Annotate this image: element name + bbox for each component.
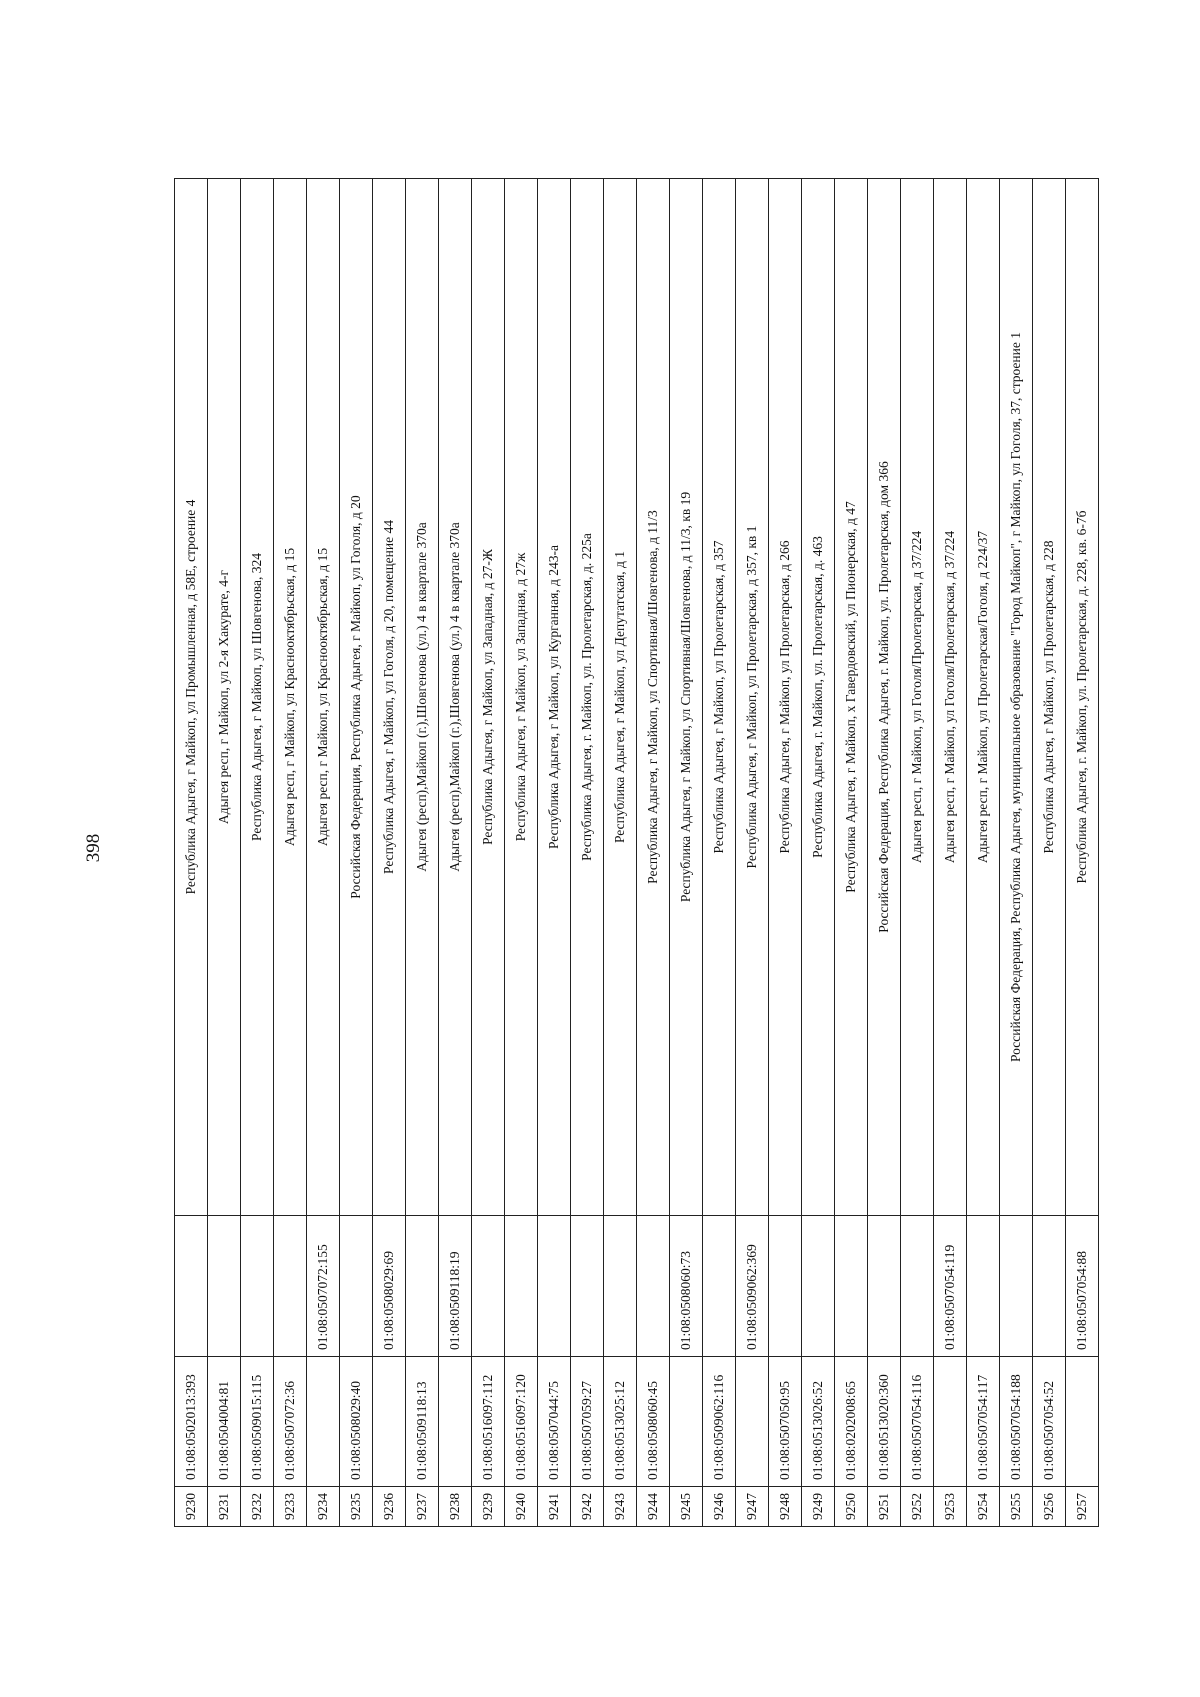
table-row	[736, 179, 769, 1527]
land-cadastral-number-cell: 01:08:0507050:95	[769, 1357, 802, 1487]
address-cell: Республика Адыгея, г Майкоп, ул Пролетарская, д 228	[1033, 179, 1066, 1216]
table-row	[670, 179, 703, 1527]
land-cadastral-number-cell: 01:08:0509015:115	[241, 1357, 274, 1487]
object-cadastral-number-cell	[604, 1216, 637, 1357]
land-cadastral-number-cell: 01:08:0508029:40	[340, 1357, 373, 1487]
address-cell: Республика Адыгея, г Майкоп, ул Западная, д 27ж	[505, 179, 538, 1216]
land-cadastral-number-cell	[373, 1357, 406, 1487]
table-row	[901, 179, 934, 1527]
land-cadastral-number-cell: 01:08:0507054:117	[967, 1357, 1000, 1487]
address-cell: Российская Федерация, Республика Адыгея, г Майкоп, ул Гоголя, д 20	[340, 179, 373, 1216]
table-row	[538, 179, 571, 1527]
table-row	[307, 179, 340, 1527]
table-row	[1033, 179, 1066, 1527]
row-number-cell: 9252	[901, 1487, 934, 1527]
address-cell: Адыгея респ, г Майкоп, ул Пролетарская/Гоголя, д 224/37	[967, 179, 1000, 1216]
land-cadastral-number-cell: 01:08:0507054:188	[1000, 1357, 1033, 1487]
address-cell: Республика Адыгея, г. Майкоп, ул. Пролетарская, д. 228, кв. 6-7б	[1066, 179, 1099, 1216]
address-cell: Республика Адыгея, г Майкоп, ул Пролетарская, д 357	[703, 179, 736, 1216]
table-row	[472, 179, 505, 1527]
address-cell: Адыгея респ, г Майкоп, ул Краснооктябрьская, д 15	[274, 179, 307, 1216]
table-row	[274, 179, 307, 1527]
table-row	[505, 179, 538, 1527]
row-number-cell: 9232	[241, 1487, 274, 1527]
table-row	[208, 179, 241, 1527]
row-number-cell: 9236	[373, 1487, 406, 1527]
table-row	[373, 179, 406, 1527]
object-cadastral-number-cell	[406, 1216, 439, 1357]
address-cell: Республика Адыгея, г. Майкоп, ул. Пролетарская, д. 225а	[571, 179, 604, 1216]
land-cadastral-number-cell: 01:08:0507059:27	[571, 1357, 604, 1487]
row-number-cell: 9244	[637, 1487, 670, 1527]
address-cell: Республика Адыгея, г Майкоп, ул Пролетарская, д 266	[769, 179, 802, 1216]
land-cadastral-number-cell: 01:08:0513026:52	[802, 1357, 835, 1487]
table-body	[175, 179, 1099, 1527]
object-cadastral-number-cell: 01:08:0507072:155	[307, 1216, 340, 1357]
table-row	[406, 179, 439, 1527]
address-cell: Адыгея респ, г Майкоп, ул Гоголя/Пролетарская, д 37/224	[934, 179, 967, 1216]
address-cell: Российская Федерация, Республика Адыгея, муниципальное образование "Город Майкоп", г Майкоп, ул Гоголя, 37, строение 1	[1000, 179, 1033, 1216]
object-cadastral-number-cell	[637, 1216, 670, 1357]
object-cadastral-number-cell: 01:08:0509118:19	[439, 1216, 472, 1357]
land-cadastral-number-cell	[439, 1357, 472, 1487]
object-cadastral-number-cell	[472, 1216, 505, 1357]
object-cadastral-number-cell	[967, 1216, 1000, 1357]
land-cadastral-number-cell: 01:08:0504004:81	[208, 1357, 241, 1487]
object-cadastral-number-cell	[538, 1216, 571, 1357]
row-number-cell: 9242	[571, 1487, 604, 1527]
object-cadastral-number-cell: 01:08:0507054:119	[934, 1216, 967, 1357]
table-row	[868, 179, 901, 1527]
land-cadastral-number-cell	[670, 1357, 703, 1487]
table-row	[637, 179, 670, 1527]
table-row	[1000, 179, 1033, 1527]
cadastral-table	[174, 178, 1099, 1527]
address-cell: Адыгея (респ),Майкоп (г.),Шовгенова (ул.) 4 в квартале 370а	[439, 179, 472, 1216]
row-number-cell: 9249	[802, 1487, 835, 1527]
object-cadastral-number-cell	[1000, 1216, 1033, 1357]
table-row	[802, 179, 835, 1527]
object-cadastral-number-cell	[1033, 1216, 1066, 1357]
row-number-cell: 9250	[835, 1487, 868, 1527]
address-cell: Адыгея респ, г Майкоп, ул Гоголя/Пролетарская, д 37/224	[901, 179, 934, 1216]
row-number-cell: 9238	[439, 1487, 472, 1527]
rotated-table-wrapper	[174, 179, 1099, 1527]
address-cell: Республика Адыгея, г Майкоп, ул Гоголя, д 20, помещение 44	[373, 179, 406, 1216]
object-cadastral-number-cell	[571, 1216, 604, 1357]
table-row	[571, 179, 604, 1527]
object-cadastral-number-cell	[241, 1216, 274, 1357]
address-cell: Республика Адыгея, г. Майкоп, ул. Пролетарская, д. 463	[802, 179, 835, 1216]
land-cadastral-number-cell: 01:08:0507072:36	[274, 1357, 307, 1487]
land-cadastral-number-cell: 01:08:0507054:116	[901, 1357, 934, 1487]
row-number-cell: 9233	[274, 1487, 307, 1527]
address-cell: Республика Адыгея, г Майкоп, ул Спортивная/Шовгенова, д 11/3, кв 19	[670, 179, 703, 1216]
land-cadastral-number-cell: 01:08:0509062:116	[703, 1357, 736, 1487]
object-cadastral-number-cell	[703, 1216, 736, 1357]
table-row	[604, 179, 637, 1527]
object-cadastral-number-cell	[802, 1216, 835, 1357]
table-row	[241, 179, 274, 1527]
row-number-cell: 9257	[1066, 1487, 1099, 1527]
row-number-cell: 9253	[934, 1487, 967, 1527]
object-cadastral-number-cell	[340, 1216, 373, 1357]
land-cadastral-number-cell	[736, 1357, 769, 1487]
land-cadastral-number-cell: 01:08:0513020:360	[868, 1357, 901, 1487]
address-cell: Республика Адыгея, г Майкоп, х Гавердовский, ул Пионерская, д 47	[835, 179, 868, 1216]
row-number-cell: 9254	[967, 1487, 1000, 1527]
row-number-cell: 9243	[604, 1487, 637, 1527]
object-cadastral-number-cell: 01:08:0508029:69	[373, 1216, 406, 1357]
table-row	[1066, 179, 1099, 1527]
object-cadastral-number-cell	[175, 1216, 208, 1357]
row-number-cell: 9255	[1000, 1487, 1033, 1527]
row-number-cell: 9239	[472, 1487, 505, 1527]
land-cadastral-number-cell: 01:08:0513025:12	[604, 1357, 637, 1487]
address-cell: Республика Адыгея, г Майкоп, ул Курганная, д 243-а	[538, 179, 571, 1216]
address-cell: Республика Адыгея, г Майкоп, ул Промышленная, д 58Е, строение 4	[175, 179, 208, 1216]
table-row	[934, 179, 967, 1527]
row-number-cell: 9246	[703, 1487, 736, 1527]
object-cadastral-number-cell	[835, 1216, 868, 1357]
row-number-cell: 9235	[340, 1487, 373, 1527]
land-cadastral-number-cell	[307, 1357, 340, 1487]
table-row	[703, 179, 736, 1527]
row-number-cell: 9230	[175, 1487, 208, 1527]
land-cadastral-number-cell: 01:08:0502013:393	[175, 1357, 208, 1487]
object-cadastral-number-cell	[274, 1216, 307, 1357]
land-cadastral-number-cell: 01:08:0516097:120	[505, 1357, 538, 1487]
land-cadastral-number-cell: 01:08:0202008:65	[835, 1357, 868, 1487]
row-number-cell: 9247	[736, 1487, 769, 1527]
address-cell: Адыгея респ, г Майкоп, ул Краснооктябрьская, д 15	[307, 179, 340, 1216]
address-cell: Республика Адыгея, г Майкоп, ул Западная, д 27-Ж	[472, 179, 505, 1216]
object-cadastral-number-cell	[901, 1216, 934, 1357]
land-cadastral-number-cell: 01:08:0508060:45	[637, 1357, 670, 1487]
row-number-cell: 9241	[538, 1487, 571, 1527]
address-cell: Адыгея (респ),Майкоп (г.),Шовгенова (ул.) 4 в квартале 370а	[406, 179, 439, 1216]
object-cadastral-number-cell	[505, 1216, 538, 1357]
object-cadastral-number-cell	[769, 1216, 802, 1357]
table-row	[769, 179, 802, 1527]
land-cadastral-number-cell	[934, 1357, 967, 1487]
object-cadastral-number-cell: 01:08:0508060:73	[670, 1216, 703, 1357]
address-cell: Российская Федерация, Республика Адыгея, г. Майкоп, ул. Пролетарская, дом 366	[868, 179, 901, 1216]
address-cell: Республика Адыгея, г Майкоп, ул Спортивная/Шовгенова, д 11/3	[637, 179, 670, 1216]
row-number-cell: 9231	[208, 1487, 241, 1527]
land-cadastral-number-cell: 01:08:0507054:52	[1033, 1357, 1066, 1487]
row-number-cell: 9234	[307, 1487, 340, 1527]
object-cadastral-number-cell: 01:08:0507054:88	[1066, 1216, 1099, 1357]
land-cadastral-number-cell: 01:08:0507044:75	[538, 1357, 571, 1487]
table-row	[835, 179, 868, 1527]
land-cadastral-number-cell: 01:08:0516097:112	[472, 1357, 505, 1487]
row-number-cell: 9248	[769, 1487, 802, 1527]
table-row	[340, 179, 373, 1527]
object-cadastral-number-cell	[208, 1216, 241, 1357]
address-cell: Республика Адыгея, г Майкоп, ул Депутатская, д 1	[604, 179, 637, 1216]
row-number-cell: 9251	[868, 1487, 901, 1527]
row-number-cell: 9240	[505, 1487, 538, 1527]
table-row	[175, 179, 208, 1527]
address-cell: Адыгея респ, г Майкоп, ул 2-я Хакурате, 4-г	[208, 179, 241, 1216]
address-cell: Республика Адыгея, г Майкоп, ул Пролетарская, д 357, кв 1	[736, 179, 769, 1216]
table-row	[967, 179, 1000, 1527]
page-number: 398	[83, 833, 104, 863]
row-number-cell: 9245	[670, 1487, 703, 1527]
land-cadastral-number-cell	[1066, 1357, 1099, 1487]
object-cadastral-number-cell	[868, 1216, 901, 1357]
address-cell: Республика Адыгея, г Майкоп, ул Шовгенова, 324	[241, 179, 274, 1216]
land-cadastral-number-cell: 01:08:0509118:13	[406, 1357, 439, 1487]
row-number-cell: 9237	[406, 1487, 439, 1527]
table-row	[439, 179, 472, 1527]
row-number-cell: 9256	[1033, 1487, 1066, 1527]
object-cadastral-number-cell: 01:08:0509062:369	[736, 1216, 769, 1357]
